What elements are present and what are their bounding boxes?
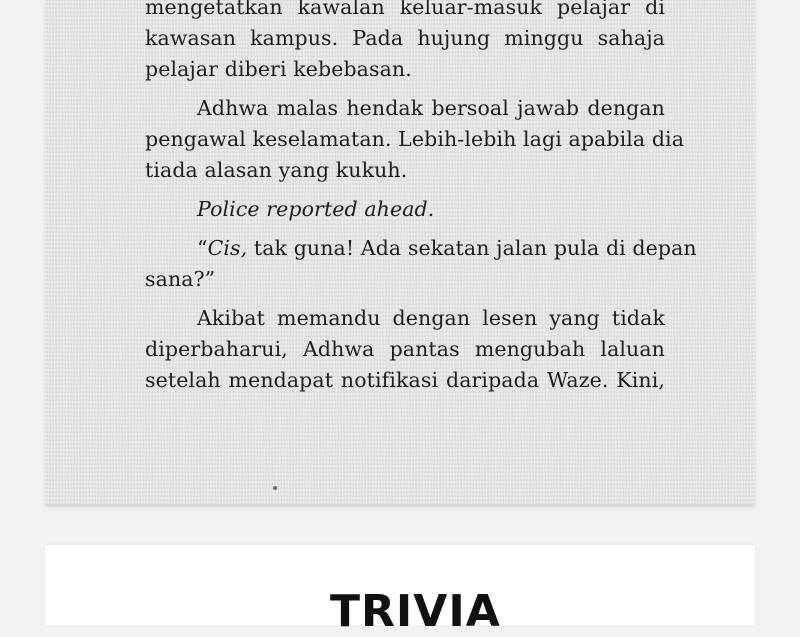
text-line: Adhwa malas hendak bersoal jawab dengan [197, 96, 665, 120]
text-line: diperbaharui, Adhwa pantas mengubah laluan [145, 337, 665, 361]
open-quote: “ [197, 236, 208, 260]
text-line: pelajar diberi kebebasan. [145, 57, 412, 81]
paragraph-3 [145, 194, 665, 225]
text-line: kawasan kampus. Pada hujung minggu sahaja [145, 26, 665, 50]
text-fragment: tak guna! Ada sekatan jalan pula di depan [247, 236, 697, 260]
paragraph-2 [145, 93, 685, 186]
paragraph-4 [145, 233, 697, 295]
paragraph-5 [145, 303, 665, 396]
text-line [145, 233, 697, 264]
paper-speck [273, 486, 277, 490]
next-page-heading [330, 590, 470, 610]
text-line: setelah mendapat notifikasi daripada Waze. Kini, [145, 368, 665, 392]
text-line: mengetatkan kawalan keluar-masuk pelajar di [145, 0, 665, 19]
paragraph-1 [145, 0, 665, 85]
italic-text-line: Police reported ahead. [197, 197, 435, 221]
text-line: sana?” [145, 267, 216, 291]
book-page-image [45, 0, 755, 505]
text-line: Akibat memandu dengan lesen yang tidak [197, 306, 665, 330]
text-line: tiada alasan yang kukuh. [145, 158, 408, 182]
text-line: pengawal keselamatan. Lebih-lebih lagi apabila dia [145, 127, 685, 151]
page-text [145, 0, 697, 404]
italic-word: Cis, [207, 236, 248, 260]
